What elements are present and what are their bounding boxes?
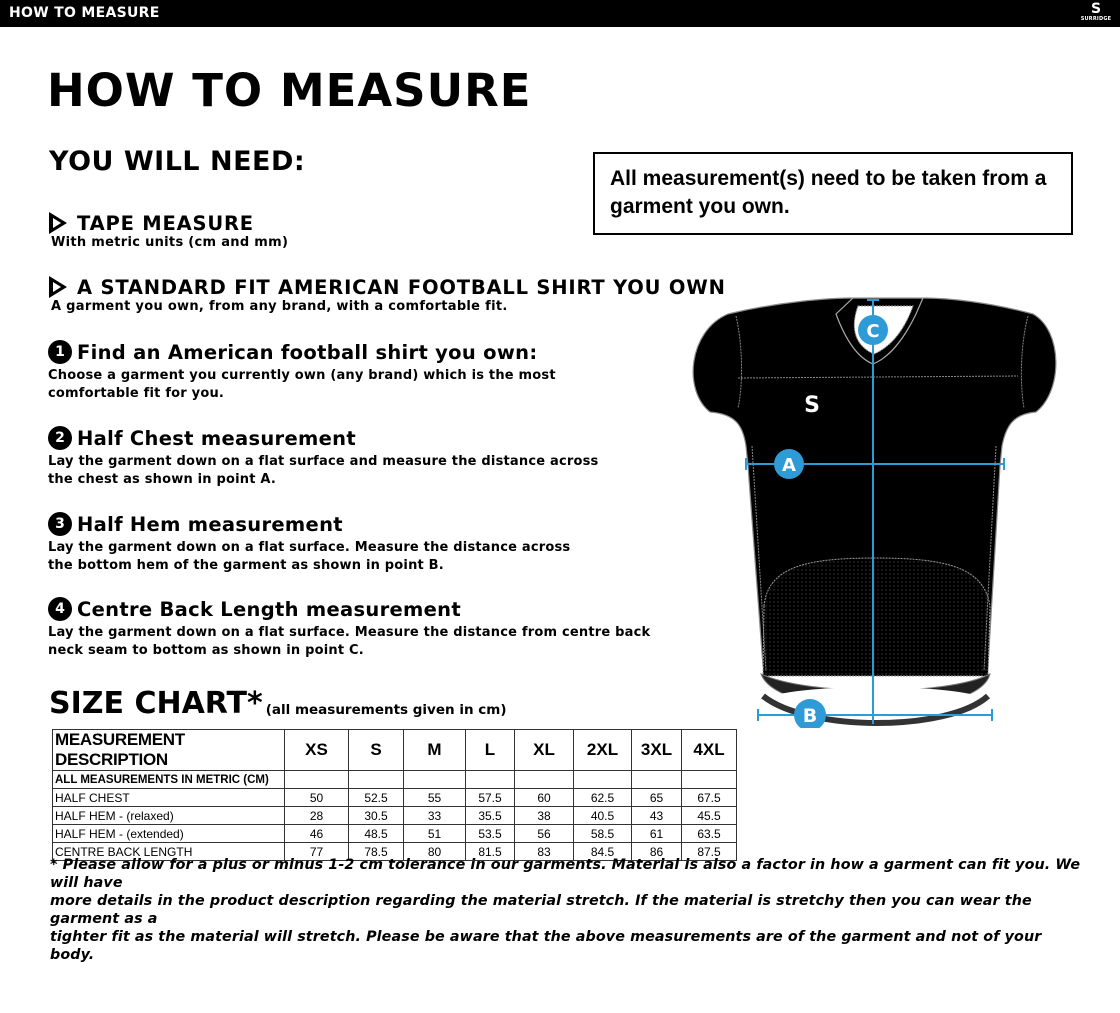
subheader-label: ALL MEASUREMENTS IN METRIC (CM)	[53, 771, 285, 789]
cell-value: 46	[285, 825, 349, 843]
number-2-icon: 2	[48, 426, 72, 450]
cell-value: 48.5	[349, 825, 404, 843]
cell-value: 80	[404, 843, 466, 861]
header-size: XS	[285, 730, 349, 771]
number-3-icon: 3	[48, 512, 72, 536]
cell-value: 33	[404, 807, 466, 825]
cell-value: 86	[632, 843, 682, 861]
you-will-need-heading: YOU WILL NEED:	[49, 146, 306, 177]
header-size: S	[349, 730, 404, 771]
cell-value: 28	[285, 807, 349, 825]
cell-value: 55	[404, 789, 466, 807]
requirement-subtitle: With metric units (cm and mm)	[51, 235, 289, 250]
header-size: 4XL	[682, 730, 737, 771]
step-4	[48, 596, 650, 660]
cell-value: 87.5	[682, 843, 737, 861]
brand-logo	[1076, 2, 1116, 26]
cell-value: 40.5	[574, 807, 632, 825]
cell-value: 63.5	[682, 825, 737, 843]
cell-value: 53.5	[466, 825, 515, 843]
triangle-play-icon	[49, 212, 67, 234]
cell-value: 51	[404, 825, 466, 843]
cell-value: 62.5	[574, 789, 632, 807]
cell-value: 58.5	[574, 825, 632, 843]
header-size: 3XL	[632, 730, 682, 771]
garment-diagram	[688, 296, 1063, 728]
size-chart-title: SIZE CHART*	[49, 686, 263, 721]
cell-value: 83	[515, 843, 574, 861]
header-size: L	[466, 730, 515, 771]
cell-value: 60	[515, 789, 574, 807]
cell-value: 38	[515, 807, 574, 825]
table-row	[53, 825, 737, 843]
cell-value: 30.5	[349, 807, 404, 825]
cell-value: 45.5	[682, 807, 737, 825]
requirement-shirt	[49, 275, 726, 314]
size-chart-subtitle: (all measurements given in cm)	[265, 702, 507, 718]
size-chart-table	[52, 729, 737, 861]
requirement-title: A STANDARD FIT AMERICAN FOOTBALL SHIRT YOU OWN	[77, 275, 726, 299]
number-1-icon: 1	[48, 340, 72, 364]
step-1	[48, 339, 556, 403]
size-chart-heading	[49, 686, 507, 722]
cell-value: 65	[632, 789, 682, 807]
table-subheader-row	[53, 771, 737, 789]
header-measurement-description: MEASUREMENT DESCRIPTION	[53, 730, 285, 771]
header-size: XL	[515, 730, 574, 771]
cell-value: 84.5	[574, 843, 632, 861]
footnote-line: * Please allow for a plus or minus 1-2 cm tolerance in our garments. Material is also a factor in how a garment can fit you. We will have	[50, 857, 1081, 891]
step-title: Half Hem measurement	[77, 512, 343, 536]
cell-value: 52.5	[349, 789, 404, 807]
cell-value: 67.5	[682, 789, 737, 807]
football-shirt-icon	[688, 296, 1063, 728]
page-title: HOW TO MEASURE	[47, 64, 532, 117]
table-row	[53, 807, 737, 825]
brand-name: SURRIDGE	[1080, 16, 1112, 22]
footnote-line: tighter fit as the material will stretch. Please be aware that the above measurements are of the garment and not of your body.	[50, 929, 1042, 963]
step-description: Lay the garment down on a flat surface. Measure the distance across the bottom hem of the garment as shown in point B.	[48, 540, 571, 573]
svg-text:A: A	[782, 455, 796, 476]
requirement-tape-measure	[49, 211, 288, 250]
marker-a-icon	[774, 449, 804, 479]
step-title: Centre Back Length measurement	[77, 597, 461, 621]
tolerance-footnote	[50, 856, 1090, 964]
step-title: Find an American football shirt you own:	[77, 340, 538, 364]
step-description: Choose a garment you currently own (any brand) which is the most comfortable fit for you.	[48, 368, 556, 401]
step-description: Lay the garment down on a flat surface. Measure the distance from centre back neck seam to bottom as shown in point C.	[48, 625, 651, 658]
cell-value: 35.5	[466, 807, 515, 825]
table-row	[53, 789, 737, 807]
cell-value: 78.5	[349, 843, 404, 861]
step-title: Half Chest measurement	[77, 426, 356, 450]
row-label: HALF HEM - (extended)	[53, 825, 285, 843]
svg-text:B: B	[802, 705, 818, 727]
header-size: 2XL	[574, 730, 632, 771]
cell-value: 61	[632, 825, 682, 843]
step-3	[48, 511, 570, 575]
footnote-line: more details in the product description regarding the material stretch. If the material is stretchy then you can wear the garment as a	[50, 893, 1032, 927]
row-label: HALF HEM - (relaxed)	[53, 807, 285, 825]
cell-value: 77	[285, 843, 349, 861]
notice-text: All measurement(s) need to be taken from a garment you own.	[610, 167, 1047, 218]
cell-value: 43	[632, 807, 682, 825]
header-title: HOW TO MEASURE	[9, 5, 160, 21]
notice-box	[593, 152, 1073, 235]
marker-c-icon	[858, 315, 888, 345]
header-size: M	[404, 730, 466, 771]
requirement-subtitle: A garment you own, from any brand, with a comfortable fit.	[51, 299, 508, 314]
cell-value: 50	[285, 789, 349, 807]
number-4-icon: 4	[48, 597, 72, 621]
requirement-title: TAPE MEASURE	[77, 211, 254, 235]
brand-mark-icon: S	[1090, 1, 1102, 17]
svg-text:S: S	[804, 393, 820, 418]
table-header-row	[53, 730, 737, 771]
svg-text:C: C	[866, 321, 880, 342]
row-label: HALF CHEST	[53, 789, 285, 807]
cell-value: 56	[515, 825, 574, 843]
step-description: Lay the garment down on a flat surface and measure the distance across the chest as shown in point A.	[48, 454, 599, 487]
row-label: CENTRE BACK LENGTH	[53, 843, 285, 861]
cell-value: 81.5	[466, 843, 515, 861]
triangle-play-icon	[49, 276, 67, 298]
step-2	[48, 425, 599, 489]
header-bar	[0, 0, 1120, 27]
cell-value: 57.5	[466, 789, 515, 807]
